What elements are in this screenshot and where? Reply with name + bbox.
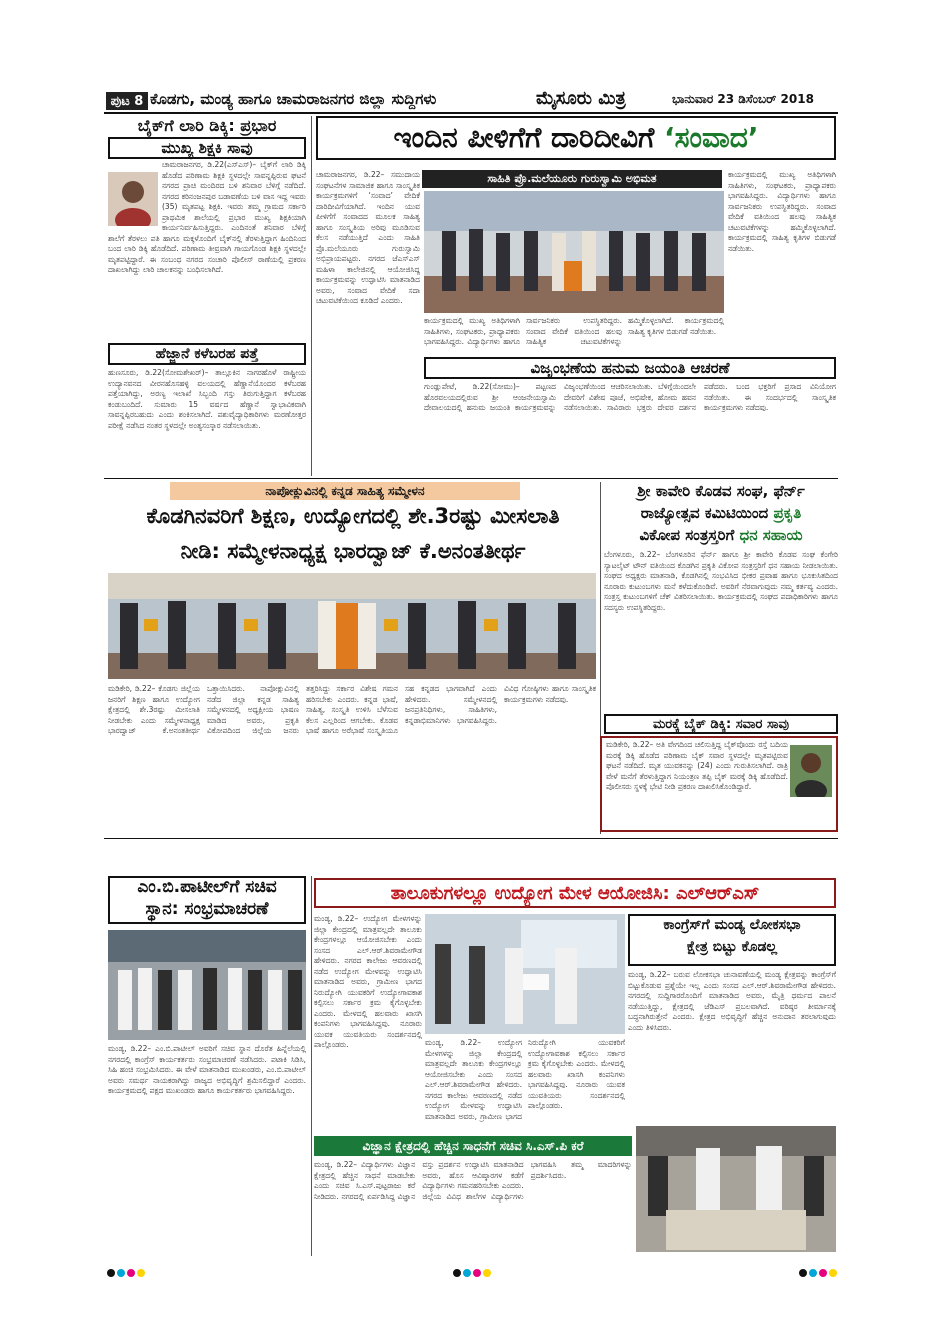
print-marks-right <box>798 1262 838 1281</box>
article-body-tree-bike-crash: ಮಡಿಕೇರಿ, ಡಿ.22– ಅತಿ ವೇಗದಿಂದ ಚಲಿಸುತ್ತಿದ್ದ ಬೈಕ್‌ವೊಂದು ರಸ್ತೆ ಬದಿಯ ಮರಕ್ಕೆ ಡಿಕ್ಕಿ ಹೊಡೆದ ಪರಿಣಾಮ ಬೈಕ್ ಸವಾರ ಸ್ಥಳದಲ್ಲೇ ಮೃತಪಟ್ಟಿರುವ ಘಟನೆ ನಡೆದಿದೆ. ಮೃತ ಯುವಕನನ್ನು (24) ಎಂದು ಗುರುತಿಸಲಾಗಿದೆ. ರಾತ್ರಿ ವೇಳೆ ಮನೆಗೆ ತೆರಳುತ್ತಿದ್ದಾಗ ನಿಯಂತ್ರಣ ತಪ್ಪಿ ಬೈಕ್ ಮರಕ್ಕೆ ಡಿಕ್ಕಿ ಹೊಡೆದಿದೆ. ಪೊಲೀಸರು ಸ್ಥಳಕ್ಕೆ ಭೇಟಿ ನೀಡಿ ಪ್ರಕರಣ ದಾಖಲಿಸಿಕೊಂಡಿದ್ದಾರೆ. <box>606 740 788 791</box>
registration-mark-magenta-2 <box>473 1269 481 1277</box>
issue-date: ಭಾನುವಾರ 23 ಡಿಸೆಂಬರ್ 2018 <box>672 92 814 106</box>
print-marks-left <box>106 1262 146 1281</box>
headline-congress-seat-2: ಕ್ಷೇತ್ರ ಬಿಟ್ಟು ಕೊಡಲ್ಲ <box>686 939 778 955</box>
kaveri-headline-part-2: ವಿಕೋಪ ಸಂತ್ರಸ್ತರಿಗೆ <box>639 526 735 544</box>
bike-accident-text: ಚಾಮರಾಜನಗರ, ಡಿ.22(ಎಸ್‌ಎಸ್)– ಬೈಕ್‌ಗೆ ಲಾರಿ ಡಿಕ್ಕಿ ಹೊಡೆದ ಪರಿಣಾಮ ಶಿಕ್ಷಕಿ ಸ್ಥಳದಲ್ಲೇ ಸಾವನ್ನಪ್ಪಿರುವ ಘಟನೆ ನಗರದ ಪ್ರಾಚಿ ಮಂದಿರದ ಬಳಿ ಶನಿವಾರ ಬೆಳಿಗ್ಗೆ ನಡೆದಿದೆ. ನಗರದ ಕರಿನಂಜನಪುರ ಬಡಾವಣೆಯ ಬಳಿ ವಾಸ ಇದ್ದ ಇವರು (35) ಮೃತಪಟ್ಟ ಶಿಕ್ಷಕಿ. ಇವರು ತಮ್ಮ ಗ್ರಾಮದ ಸರ್ಕಾರಿ ಪ್ರಾಥಮಿಕ ಶಾಲೆಯಲ್ಲಿ ಪ್ರಭಾರ ಮುಖ್ಯ ಶಿಕ್ಷಕಿಯಾಗಿ ಕಾರ್ಯನಿರ್ವಹಿಸುತ್ತಿದ್ದರು. ಎಂದಿನಂತೆ ಶನಿವಾರ ಬೆಳಿಗ್ಗೆ ಶಾಲೆಗೆ ತೆರಳಲು ಪತಿ ಹಾಗೂ ಮಕ್ಕಳೊಂದಿಗೆ ಬೈಕ್‌ನಲ್ಲಿ ತೆರಳುತ್ತಿದ್ದಾಗ ಹಿಂದಿನಿಂದ ಬಂದ ಲಾರಿ ಡಿಕ್ಕಿ ಹೊಡೆದಿದೆ. ಪರಿಣಾಮ ತೀವ್ರವಾಗಿ ಗಾಯಗೊಂಡ ಶಿಕ್ಷಕಿ ಸ್ಥಳದಲ್ಲೇ ಮೃತಪಟ್ಟಿದ್ದಾರೆ. ಈ ಸಂಬಂಧ ನಗರದ ಸಂಚಾರಿ ಪೊಲೀಸ್ ಠಾಣೆಯಲ್ಲಿ ಪ್ರಕರಣ ದಾಖಲಾಗಿದ್ದು ಲಾರಿ ಚಾಲಕನನ್ನು ಬಂಧಿಸಲಾಗಿದೆ. <box>108 160 306 274</box>
kaveri-headline-highlight-2: ಧನ ಸಹಾಯ <box>739 526 803 544</box>
header-rule <box>104 112 838 114</box>
article-body-science: ಮಂಡ್ಯ, ಡಿ.22– ವಿದ್ಯಾರ್ಥಿಗಳು ವಿಜ್ಞಾನ ಕ್ಷೇತ್ರದಲ್ಲಿ ಹೆಚ್ಚಿನ ಸಾಧನೆ ಮಾಡಬೇಕು ಎಂದು ಸಚಿವ ಸಿ.ಎಸ್.ಪುಟ್ಟರಾಜು ಕರೆ ನೀಡಿದರು. ನಗರದಲ್ಲಿ ಏರ್ಪಡಿಸಿದ್ದ ವಿಜ್ಞಾನ ವಸ್ತು ಪ್ರದರ್ಶನ ಉದ್ಘಾಟಿಸಿ ಮಾತನಾಡಿದ ಅವರು, ಹೊಸ ಆವಿಷ್ಕಾರಗಳ ಕಡೆಗೆ ವಿದ್ಯಾರ್ಥಿಗಳು ಗಮನಹರಿಸಬೇಕು ಎಂದರು. ಜಿಲ್ಲೆಯ ವಿವಿಧ ಶಾಲೆಗಳ ವಿದ್ಯಾರ್ಥಿಗಳು ಭಾಗವಹಿಸಿ ತಮ್ಮ ಮಾದರಿಗಳನ್ನು ಪ್ರದರ್ಶಿಸಿದರು. <box>314 1160 632 1201</box>
article-body-hanuma: ಗುಂಡ್ಲುಪೇಟೆ, ಡಿ.22(ಸೋಮು)– ಪಟ್ಟಣದ ಹೊರವಲಯದಲ್ಲಿರುವ ಶ್ರೀ ಆಂಜನೇಯಸ್ವಾಮಿ ದೇವಾಲಯದಲ್ಲಿ ಹನುಮ ಜಯಂತಿ ಕಾರ್ಯಕ್ರಮವನ್ನು ವಿಜೃಂಭಣೆಯಿಂದ ಆಚರಿಸಲಾಯಿತು. ಬೆಳಿಗ್ಗೆಯಿಂದಲೇ ದೇವರಿಗೆ ವಿಶೇಷ ಪೂಜೆ, ಅಭಿಷೇಕ, ಹೋಮ ಹವನ ನಡೆಸಲಾಯಿತು. ಸಾವಿರಾರು ಭಕ್ತರು ದೇವರ ದರ್ಶನ ಪಡೆದರು. ಬಂದ ಭಕ್ತರಿಗೆ ಪ್ರಸಾದ ವಿನಿಯೋಗ ನಡೆಯಿತು. ಈ ಸಂದರ್ಭದಲ್ಲಿ ಸಾಂಸ್ಕೃತಿಕ ಕಾರ್ಯಕ್ರಮಗಳು ನಡೆದವು. <box>424 382 836 412</box>
article-body-samvada-left: ಚಾಮರಾಜನಗರ, ಡಿ.22– ಸಮುದಾಯ ಸಂಘಟನೆಗಳ ಸಾಮಾಜಿಕ ಹಾಗೂ ಸಾಂಸ್ಕೃತಿಕ ಕಾರ್ಯಕ್ರಮಗಳಿಗೆ ‘ಸಂವಾದ’ ವೇದಿಕೆ ದಾರಿದೀವಿಗೆಯಾಗಿದೆ. ಇಂದಿನ ಯುವ ಪೀಳಿಗೆಗೆ ಸಂವಾದದ ಮೂಲಕ ಸಾಹಿತ್ಯ ಹಾಗೂ ಸಂಸ್ಕೃತಿಯ ಅರಿವು ಮೂಡಿಸುವ ಕೆಲಸ ನಡೆಯುತ್ತಿದೆ ಎಂದು ಸಾಹಿತಿ ಪ್ರೊ.ಮಲೆಯೂರು ಗುರುಸ್ವಾಮಿ ಅಭಿಪ್ರಾಯಪಟ್ಟರು. ನಗರದ ಜೆಎಸ್‌ಎಸ್ ಮಹಿಳಾ ಕಾಲೇಜಿನಲ್ಲಿ ಆಯೋಜಿಸಿದ್ದ ಕಾರ್ಯಕ್ರಮವನ್ನು ಉದ್ಘಾಟಿಸಿ ಮಾತನಾಡಿದ ಅವರು, ಸಂವಾದ ವೇದಿಕೆ ಸದಾ ಚಟುವಟಿಕೆಯಿಂದ ಕೂಡಿದೆ ಎಂದರು. <box>316 170 420 305</box>
article-body-elephant: ಹುಣಸೂರು, ಡಿ.22(ಸೋಮಶೇಖರ್)– ತಾಲ್ಲೂಕಿನ ನಾಗರಹೊಳೆ ರಾಷ್ಟ್ರೀಯ ಉದ್ಯಾನವನದ ವೀರನಹೊಸಹಳ್ಳಿ ವಲಯದಲ್ಲಿ ಹೆಣ್ಣಾನೆಯೊಂದರ ಕಳೆಬರಹ ಪತ್ತೆಯಾಗಿದ್ದು, ಅರಣ್ಯ ಇಲಾಖೆ ಸಿಬ್ಬಂದಿ ಗಸ್ತು ತಿರುಗುತ್ತಿದ್ದಾಗ ಕಳೆಬರಹ ಕಂಡುಬಂದಿದೆ. ಸುಮಾರು 15 ವರ್ಷದ ಹೆಣ್ಣಾನೆ ಸ್ವಾಭಾವಿಕವಾಗಿ ಸಾವನ್ನಪ್ಪಿರಬಹುದು ಎಂದು ಶಂಕಿಸಲಾಗಿದೆ. ಪಶುವೈದ್ಯಾಧಿಕಾರಿಗಳು ಮರಣೋತ್ತರ ಪರೀಕ್ಷೆ ನಡೆಸಿದ ನಂತರ ಸ್ಥಳದಲ್ಲೇ ಅಂತ್ಯಸಂಸ್ಕಾರ ನಡೆಸಲಾಯಿತು. <box>108 368 306 430</box>
headline-kaveri-kodava-1: ಶ್ರೀ ಕಾವೇರಿ ಕೊಡವ ಸಂಘ, ಫೆರ್ನ್‌ <box>637 482 805 500</box>
registration-mark-magenta-3 <box>819 1269 827 1277</box>
article-body-bike-accident <box>108 160 306 338</box>
samvada-headline-highlight: ‘ಸಂವಾದ’ <box>664 120 759 154</box>
registration-mark-cyan <box>117 1269 125 1277</box>
headline-mb-patil-1: ಎಂ.ಬಿ.ಪಾಟೀಲ್‌ಗೆ ಸಚಿವ <box>137 877 277 897</box>
section-rule <box>104 478 838 479</box>
article-body-congress-seat: ಮಂಡ್ಯ, ಡಿ.22– ಬರುವ ಲೋಕಸಭಾ ಚುನಾವಣೆಯಲ್ಲಿ ಮಂಡ್ಯ ಕ್ಷೇತ್ರವನ್ನು ಕಾಂಗ್ರೆಸ್‌ಗೆ ಬಿಟ್ಟುಕೊಡುವ ಪ್ರಶ್ನೆಯೇ ಇಲ್ಲ ಎಂದು ಸಂಸದ ಎಲ್.ಆರ್.ಶಿವರಾಮೇಗೌಡ ಹೇಳಿದರು. ನಗರದಲ್ಲಿ ಸುದ್ದಿಗಾರರೊಂದಿಗೆ ಮಾತನಾಡಿದ ಅವರು, ಮೈತ್ರಿ ಧರ್ಮದ ಪಾಲನೆ ನಡೆಯುತ್ತಿದ್ದು, ಕ್ಷೇತ್ರದಲ್ಲಿ ಜೆಡಿಎಸ್ ಪ್ರಬಲವಾಗಿದೆ. ವರಿಷ್ಠರ ತೀರ್ಮಾನಕ್ಕೆ ಬದ್ಧನಾಗಿರುತ್ತೇನೆ ಎಂದರು. ಕ್ಷೇತ್ರದ ಅಭಿವೃದ್ಧಿಗೆ ಹೆಚ್ಚಿನ ಅನುದಾನ ತರಲಾಗುವುದು ಎಂದು ತಿಳಿಸಿದರು. <box>628 970 836 1032</box>
victim-portrait-image <box>790 745 832 797</box>
print-marks-center <box>452 1262 492 1281</box>
headline-tree-bike-crash: ಮರಕ್ಕೆ ಬೈಕ್ ಡಿಕ್ಕಿ: ಸವಾರ ಸಾವು <box>604 714 838 734</box>
headline-elephant-carcass: ಹೆಜ್ಜಾನೆ ಕಳೆಬರಹ ಪತ್ತೆ <box>108 343 306 365</box>
kaveri-headline-highlight: ಪ್ರಕೃತಿ <box>773 504 802 522</box>
headline-mb-patil-2: ಸ್ಥಾನ: ಸಂಭ್ರಮಾಚರಣೆ <box>145 899 269 919</box>
section-title: ಕೊಡಗು, ಮಂಡ್ಯ ಹಾಗೂ ಚಾಮರಾಜನಗರ ಜಿಲ್ಲಾ ಸುದ್ದಿಗಳು <box>150 90 437 108</box>
registration-mark-black <box>107 1269 115 1277</box>
job-fair-photo <box>425 914 625 1034</box>
headline-samvada <box>316 116 836 160</box>
science-exhibition-image <box>636 1126 836 1252</box>
headline-hanuma-jayanti: ವಿಜೃಂಭಣೆಯ ಹನುಮ ಜಯಂತಿ ಆಚರಣೆ <box>424 357 836 379</box>
headline-kodagu-reservation-2: ನೀಡಿ: ಸಮ್ಮೇಳನಾಧ್ಯಕ್ಷ ಭಾರದ್ವಾಜ್ ಕೆ.ಅನಂತತೀರ್ಥ <box>180 539 526 563</box>
page-number-badge: ಪುಟ 8 <box>106 92 148 110</box>
headline-congress-seat-1: ಕಾಂಗ್ರೆಸ್‌ಗೆ ಮಂಡ್ಯ ಲೋಕಸಭಾ <box>663 917 801 933</box>
headline-kaveri-kodava-3 <box>604 527 838 544</box>
registration-mark-black-3 <box>799 1269 807 1277</box>
registration-mark-yellow <box>137 1269 145 1277</box>
headline-bike-accident-2: ಮುಖ್ಯ ಶಿಕ್ಷಕಿ ಸಾವು <box>108 137 306 159</box>
event-stage-image <box>424 191 724 313</box>
sammelana-stage-photo <box>108 573 596 679</box>
newspaper-brand: ಮೈಸೂರು ಮಿತ್ರ <box>536 88 626 109</box>
kicker-sammelana: ನಾಪೋಕ್ಲುವಿನಲ್ಲಿ ಕನ್ನಡ ಸಾಹಿತ್ಯ ಸಮ್ಮೇಳನ <box>170 482 520 500</box>
registration-mark-magenta <box>127 1269 135 1277</box>
headline-bike-accident-1: ಬೈಕ್‌ಗೆ ಲಾರಿ ಡಿಕ್ಕಿ: ಪ್ರಭಾರ <box>137 116 277 135</box>
column-divider <box>311 116 312 476</box>
headline-kaveri-kodava-2 <box>604 505 838 522</box>
registration-mark-cyan-3 <box>809 1269 817 1277</box>
registration-mark-cyan-2 <box>463 1269 471 1277</box>
samvada-headline-main: ಇಂದಿನ ಪೀಳಿಗೆಗೆ ದಾರಿದೀವಿಗೆ <box>393 120 655 154</box>
article-body-kaveri-kodava: ಬೆಂಗಳೂರು, ಡಿ.22– ಬೆಂಗಳೂರಿನ ಫೆರ್ನ್ ಹಾಗೂ ಶ್ರೀ ಕಾವೇರಿ ಕೊಡವ ಸಂಘ ಕೆಂಗೇರಿ ಸ್ಯಾಟಲೈಟ್ ಟೌನ್ ವತಿಯಿಂದ ಕೊಡಗಿನ ಪ್ರಕೃತಿ ವಿಕೋಪ ಸಂತ್ರಸ್ತರಿಗೆ ಧನ ಸಹಾಯ ನೀಡಲಾಯಿತು. ಸಂಘದ ಅಧ್ಯಕ್ಷರು ಮಾತನಾಡಿ, ಕೊಡಗಿನಲ್ಲಿ ಸಂಭವಿಸಿದ ಭೀಕರ ಪ್ರವಾಹ ಹಾಗೂ ಭೂಕುಸಿತದಿಂದ ನೂರಾರು ಕುಟುಂಬಗಳು ಮನೆ ಕಳೆದುಕೊಂಡಿವೆ. ಅವರಿಗೆ ನೆರವಾಗುವುದು ನಮ್ಮ ಕರ್ತವ್ಯ ಎಂದರು. ಸಂತ್ರಸ್ತ ಕುಟುಂಬಗಳಿಗೆ ಚೆಕ್ ವಿತರಿಸಲಾಯಿತು. ಕಾರ್ಯಕ್ರಮದಲ್ಲಿ ಸಂಘದ ಪದಾಧಿಕಾರಿಗಳು ಹಾಗೂ ಸದಸ್ಯರು ಉಪಸ್ಥಿತರಿದ್ದರು. <box>604 550 838 612</box>
job-fair-stage-image <box>425 914 625 1034</box>
registration-mark-black-2 <box>453 1269 461 1277</box>
headline-kodagu-reservation-1: ಕೊಡಗಿನವರಿಗೆ ಶಿಕ್ಷಣ, ಉದ್ಯೋಗದಲ್ಲಿ ಶೇ.3ರಷ್ಟು ಮೀಸಲಾತಿ <box>146 504 560 528</box>
column-divider-bottom <box>311 876 312 1256</box>
article-body-sammelana: ಮಡಿಕೇರಿ, ಡಿ.22– ಕೊಡಗು ಜಿಲ್ಲೆಯ ಜನರಿಗೆ ಶಿಕ್ಷಣ ಹಾಗೂ ಉದ್ಯೋಗ ಕ್ಷೇತ್ರದಲ್ಲಿ ಶೇ.3ರಷ್ಟು ಮೀಸಲಾತಿ ನೀಡಬೇಕು ಎಂದು ಸಮ್ಮೇಳನಾಧ್ಯಕ್ಷ ಭಾರದ್ವಾಜ್ ಕೆ.ಅನಂತತೀರ್ಥ ಒತ್ತಾಯಿಸಿದರು. ನಾಪೋಕ್ಲುವಿನಲ್ಲಿ ನಡೆದ ಜಿಲ್ಲಾ ಕನ್ನಡ ಸಾಹಿತ್ಯ ಸಮ್ಮೇಳನದಲ್ಲಿ ಅಧ್ಯಕ್ಷೀಯ ಭಾಷಣ ಮಾಡಿದ ಅವರು, ಪ್ರಕೃತಿ ವಿಕೋಪದಿಂದ ಜಿಲ್ಲೆಯ ಜನರು ತತ್ತರಿಸಿದ್ದು ಸರ್ಕಾರ ವಿಶೇಷ ಗಮನ ಹರಿಸಬೇಕು ಎಂದರು. ಕನ್ನಡ ಭಾಷೆ, ಸಾಹಿತ್ಯ, ಸಂಸ್ಕೃತಿ ಉಳಿಸಿ ಬೆಳೆಸುವ ಕೆಲಸ ಎಲ್ಲರಿಂದ ಆಗಬೇಕು. ಕೊಡವ ಭಾಷೆ ಹಾಗೂ ಅರೆಭಾಷೆ ಸಂಸ್ಕೃತಿಯೂ ಸಹ ಕನ್ನಡದ ಭಾಗವಾಗಿದೆ ಎಂದು ಹೇಳಿದರು. ಸಮ್ಮೇಳನದಲ್ಲಿ ಜನಪ್ರತಿನಿಧಿಗಳು, ಸಾಹಿತಿಗಳು, ಕನ್ನಡಾಭಿಮಾನಿಗಳು ಭಾಗವಹಿಸಿದ್ದರು. ವಿವಿಧ ಗೋಷ್ಠಿಗಳು ಹಾಗೂ ಸಾಂಸ್ಕೃತಿಕ ಕಾರ್ಯಕ್ರಮಗಳು ನಡೆದವು. <box>108 684 596 735</box>
article-body-job-fair-bottom: ಮಂಡ್ಯ, ಡಿ.22– ಉದ್ಯೋಗ ಮೇಳಗಳನ್ನು ಜಿಲ್ಲಾ ಕೇಂದ್ರದಲ್ಲಿ ಮಾತ್ರವಲ್ಲದೇ ತಾಲೂಕು ಕೇಂದ್ರಗಳಲ್ಲೂ ಆಯೋಜಿಸಬೇಕು ಎಂದು ಸಂಸದ ಎಲ್.ಆರ್.ಶಿವರಾಮೇಗೌಡ ಹೇಳಿದರು. ನಗರದ ಕಾಲೇಜು ಆವರಣದಲ್ಲಿ ನಡೆದ ಉದ್ಯೋಗ ಮೇಳವನ್ನು ಉದ್ಘಾಟಿಸಿ ಮಾತನಾಡಿದ ಅವರು, ಗ್ರಾಮೀಣ ಭಾಗದ ನಿರುದ್ಯೋಗಿ ಯುವಕರಿಗೆ ಉದ್ಯೋಗಾವಕಾಶ ಕಲ್ಪಿಸಲು ಸರ್ಕಾರ ಕ್ರಮ ಕೈಗೊಳ್ಳಬೇಕು ಎಂದರು. ಮೇಳದಲ್ಲಿ ಹಲವಾರು ಖಾಸಗಿ ಕಂಪನಿಗಳು ಭಾಗವಹಿಸಿದ್ದವು. ನೂರಾರು ಯುವಕ ಯುವತಿಯರು ಸಂದರ್ಶನದಲ್ಲಿ ಪಾಲ್ಗೊಂಡರು. <box>425 1038 625 1121</box>
samvada-subhead: ಸಾಹಿತಿ ಪ್ರೊ.ಮಲೆಯೂರು ಗುರುಸ್ವಾಮಿ ಅಭಿಮತ <box>422 170 722 188</box>
kaveri-headline-part: ರಾಜ್ಯೋತ್ಸವ ಕಮಿಟಿಯಿಂದ <box>640 504 769 522</box>
sammelana-group-image <box>108 573 596 679</box>
article-body-mb-patil: ಮಂಡ್ಯ, ಡಿ.22– ಎಂ.ಬಿ.ಪಾಟೀಲ್ ಅವರಿಗೆ ಸಚಿವ ಸ್ಥಾನ ದೊರೆತ ಹಿನ್ನೆಲೆಯಲ್ಲಿ ನಗರದಲ್ಲಿ ಕಾಂಗ್ರೆಸ್ ಕಾರ್ಯಕರ್ತರು ಸಂಭ್ರಮಾಚರಣೆ ನಡೆಸಿದರು. ಪಟಾಕಿ ಸಿಡಿಸಿ, ಸಿಹಿ ಹಂಚಿ ಸಂಭ್ರಮಿಸಿದರು. ಈ ವೇಳೆ ಮಾತನಾಡಿದ ಮುಖಂಡರು, ಎಂ.ಬಿ.ಪಾಟೀಲ್ ಅವರು ಸಮರ್ಥ ನಾಯಕರಾಗಿದ್ದು ರಾಜ್ಯದ ಅಭಿವೃದ್ಧಿಗೆ ಶ್ರಮಿಸಲಿದ್ದಾರೆ ಎಂದರು. ಕಾರ್ಯಕ್ರಮದಲ್ಲಿ ಪಕ್ಷದ ಮುಖಂಡರು ಹಾಗೂ ಕಾರ್ಯಕರ್ತರು ಭಾಗವಹಿಸಿದ್ದರು. <box>108 1044 306 1095</box>
article-body-job-fair-left: ಮಂಡ್ಯ, ಡಿ.22– ಉದ್ಯೋಗ ಮೇಳಗಳನ್ನು ಜಿಲ್ಲಾ ಕೇಂದ್ರದಲ್ಲಿ ಮಾತ್ರವಲ್ಲದೇ ತಾಲೂಕು ಕೇಂದ್ರಗಳಲ್ಲೂ ಆಯೋಜಿಸಬೇಕು ಎಂದು ಸಂಸದ ಎಲ್.ಆರ್.ಶಿವರಾಮೇಗೌಡ ಹೇಳಿದರು. ನಗರದ ಕಾಲೇಜು ಆವರಣದಲ್ಲಿ ನಡೆದ ಉದ್ಯೋಗ ಮೇಳವನ್ನು ಉದ್ಘಾಟಿಸಿ ಮಾತನಾಡಿದ ಅವರು, ಗ್ರಾಮೀಣ ಭಾಗದ ನಿರುದ್ಯೋಗಿ ಯುವಕರಿಗೆ ಉದ್ಯೋಗಾವಕಾಶ ಕಲ್ಪಿಸಲು ಸರ್ಕಾರ ಕ್ರಮ ಕೈಗೊಳ್ಳಬೇಕು ಎಂದರು. ಮೇಳದಲ್ಲಿ ಹಲವಾರು ಖಾಸಗಿ ಕಂಪನಿಗಳು ಭಾಗವಹಿಸಿದ್ದವು. ನೂರಾರು ಯುವಕ ಯುವತಿಯರು ಸಂದರ್ಶನದಲ್ಲಿ ಪಾಲ್ಗೊಂಡರು. <box>314 914 422 1049</box>
article-body-samvada-bottom: ಕಾರ್ಯಕ್ರಮದಲ್ಲಿ ಮುಖ್ಯ ಅತಿಥಿಗಳಾಗಿ ಸಾಹಿತಿಗಳು, ಸಂಘಟಕರು, ಪ್ರಾಧ್ಯಾಪಕರು ಭಾಗವಹಿಸಿದ್ದರು. ವಿದ್ಯಾರ್ಥಿಗಳು ಹಾಗೂ ಸಾರ್ವಜನಿಕರು ಉಪಸ್ಥಿತರಿದ್ದರು. ಸಂವಾದ ವೇದಿಕೆ ವತಿಯಿಂದ ಹಲವು ಸಾಹಿತ್ಯಿಕ ಚಟುವಟಿಕೆಗಳನ್ನು ಹಮ್ಮಿಕೊಳ್ಳಲಾಗಿದೆ. ಕಾರ್ಯಕ್ರಮದಲ್ಲಿ ಸಾಹಿತ್ಯ ಕೃತಿಗಳ ಬಿಡುಗಡೆ ನಡೆಯಿತು. <box>424 316 724 346</box>
celebration-crowd-image <box>108 930 306 1040</box>
victim-photo <box>790 745 832 797</box>
article-body-samvada-right: ಕಾರ್ಯಕ್ರಮದಲ್ಲಿ ಮುಖ್ಯ ಅತಿಥಿಗಳಾಗಿ ಸಾಹಿತಿಗಳು, ಸಂಘಟಕರು, ಪ್ರಾಧ್ಯಾಪಕರು ಭಾಗವಹಿಸಿದ್ದರು. ವಿದ್ಯಾರ್ಥಿಗಳು ಹಾಗೂ ಸಾರ್ವಜನಿಕರು ಉಪಸ್ಥಿತರಿದ್ದರು. ಸಂವಾದ ವೇದಿಕೆ ವತಿಯಿಂದ ಹಲವು ಸಾಹಿತ್ಯಿಕ ಚಟುವಟಿಕೆಗಳನ್ನು ಹಮ್ಮಿಕೊಳ್ಳಲಾಗಿದೆ. ಕಾರ್ಯಕ್ರಮದಲ್ಲಿ ಸಾಹಿತ್ಯ ಕೃತಿಗಳ ಬಿಡುಗಡೆ ನಡೆಯಿತು. <box>728 170 836 253</box>
section-rule-2 <box>104 838 838 839</box>
samvada-event-photo <box>424 191 724 313</box>
mb-patil-celebration-photo <box>108 930 306 1040</box>
registration-mark-yellow-2 <box>483 1269 491 1277</box>
science-exhibition-photo <box>636 1126 836 1252</box>
registration-mark-yellow-3 <box>829 1269 837 1277</box>
headline-job-fair: ತಾಲೂಕುಗಳಲ್ಲೂ ಉದ್ಯೋಗ ಮೇಳ ಆಯೋಜಿಸಿ: ಎಲ್‌ಆರ್‌ಎಸ್ <box>314 878 836 908</box>
headline-science: ವಿಜ್ಞಾನ ಕ್ಷೇತ್ರದಲ್ಲಿ ಹೆಚ್ಚಿನ ಸಾಧನೆಗೆ ಸಚಿವ ಸಿ.ಎಸ್.ಪಿ ಕರೆ <box>314 1136 632 1156</box>
